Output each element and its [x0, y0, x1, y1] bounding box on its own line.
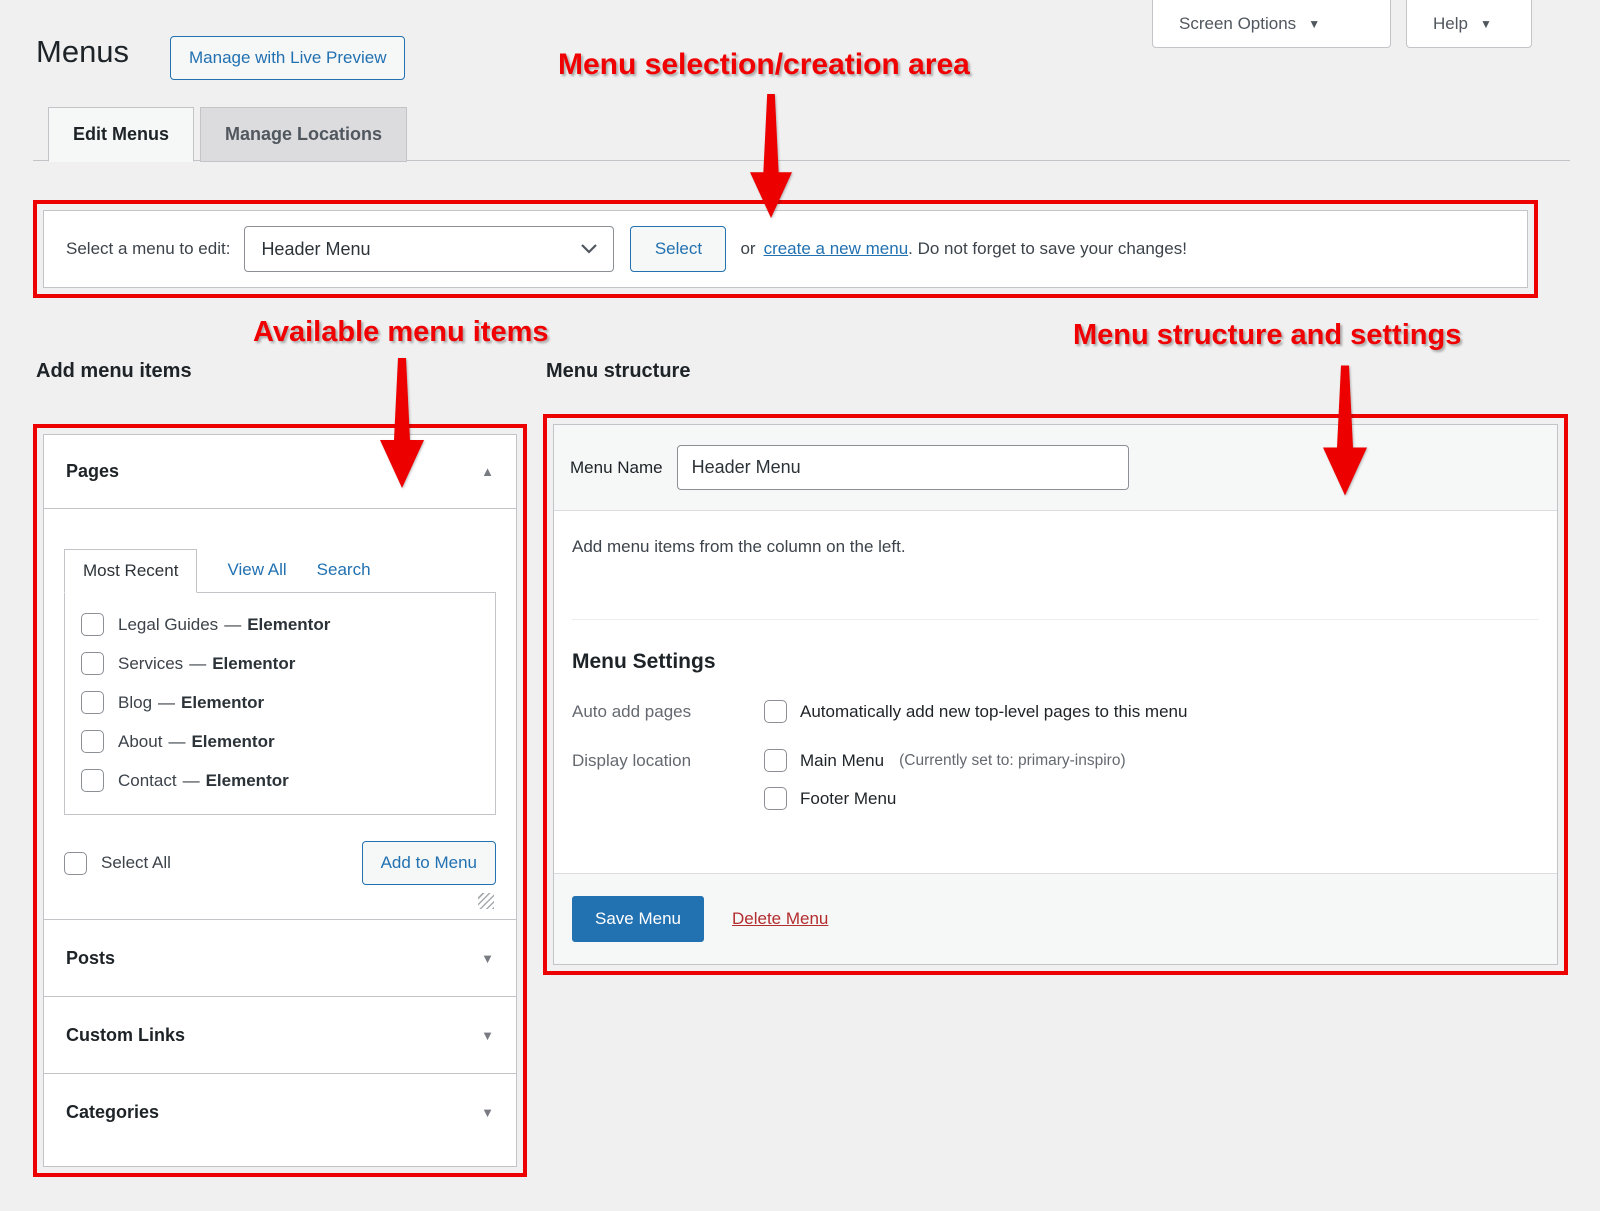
accordion-posts-header[interactable]: Posts ▼ — [66, 947, 494, 968]
annotation-arrow-down-icon — [380, 356, 424, 490]
add-menu-items-panel — [43, 434, 517, 1167]
accordion-custom-links-header[interactable]: Custom Links ▼ — [66, 1024, 494, 1045]
or-text: or — [740, 239, 756, 258]
tab-view-all[interactable]: View All — [227, 560, 287, 579]
tab-manage-locations[interactable]: Manage Locations — [200, 107, 407, 162]
add-to-menu-button[interactable]: Add to Menu — [362, 841, 496, 885]
menu-name-label: Menu Name — [570, 457, 663, 477]
menu-name-input[interactable] — [677, 445, 1129, 490]
annotation-box-available-items — [33, 424, 527, 1177]
manage-live-preview-button[interactable]: Manage with Live Preview — [170, 36, 405, 80]
display-location-row — [572, 749, 1539, 810]
nav-tabs — [48, 107, 407, 162]
page-item-legal-guides[interactable]: Legal Guides — Elementor — [81, 613, 479, 636]
page-item-about[interactable]: About — Elementor — [81, 730, 479, 753]
page-title: Menus — [36, 34, 130, 69]
menu-structure-body — [554, 511, 1557, 873]
menu-settings-heading: Menu Settings — [572, 650, 716, 673]
pages-tabs — [64, 549, 496, 592]
checkbox[interactable] — [81, 652, 104, 675]
checkbox[interactable] — [81, 730, 104, 753]
menu-select-bar — [43, 210, 1528, 288]
auto-add-pages-label: Auto add pages — [572, 702, 692, 721]
annotation-arrow-down-icon — [1323, 364, 1367, 497]
checkbox[interactable] — [764, 749, 787, 772]
annotation-structure-settings: Menu structure and settings — [1073, 319, 1462, 351]
pages-checklist — [64, 592, 496, 815]
select-menu-label: Select a menu to edit: — [66, 239, 231, 258]
annotation-arrow-down-icon — [748, 94, 794, 218]
display-location-label: Display location — [572, 751, 692, 770]
checkbox[interactable] — [81, 691, 104, 714]
select-all-control[interactable]: Select All — [64, 852, 171, 875]
save-reminder-text: . Do not forget to save your changes! — [908, 239, 1187, 258]
chevron-down-icon: ▼ — [1308, 16, 1321, 31]
location-footer-menu-control[interactable]: Footer Menu — [764, 787, 1126, 810]
page-item-services[interactable]: Services — Elementor — [81, 652, 479, 675]
tab-search[interactable]: Search — [316, 560, 371, 579]
resize-handle[interactable] — [478, 893, 494, 909]
menu-dropdown-value: Header Menu — [261, 238, 371, 259]
annotation-available-items: Available menu items — [253, 316, 549, 348]
checkbox[interactable] — [81, 769, 104, 792]
menu-structure-panel — [553, 424, 1558, 965]
page-item-blog[interactable]: Blog — Elementor — [81, 691, 479, 714]
save-menu-button[interactable]: Save Menu — [572, 896, 704, 942]
chevron-down-icon: ▼ — [1479, 16, 1492, 31]
add-menu-items-heading: Add menu items — [36, 360, 192, 382]
location-main-menu-control[interactable]: Main Menu (Currently set to: primary-inspiro) — [764, 749, 1126, 772]
tab-most-recent[interactable]: Most Recent — [64, 549, 197, 593]
auto-add-pages-row — [572, 700, 1539, 723]
delete-menu-link[interactable]: Delete Menu — [732, 909, 829, 928]
select-menu-button[interactable]: Select — [630, 226, 726, 272]
accordion-pages-header[interactable]: Pages ▲ — [66, 461, 494, 481]
expand-arrow-icon: ▼ — [481, 1027, 494, 1043]
pages-footer — [64, 841, 496, 885]
checkbox[interactable] — [764, 787, 787, 810]
empty-menu-hint: Add menu items from the column on the left. — [572, 537, 906, 556]
checkbox[interactable] — [764, 700, 787, 723]
expand-arrow-icon: ▼ — [481, 950, 494, 966]
accordion-categories-header[interactable]: Categories ▼ — [66, 1101, 494, 1122]
menu-name-bar — [554, 425, 1557, 511]
menu-structure-heading: Menu structure — [546, 360, 691, 382]
divider — [572, 619, 1539, 620]
checkbox[interactable] — [81, 613, 104, 636]
screen-options-button[interactable]: Screen Options ▼ — [1152, 0, 1391, 48]
create-new-menu-link[interactable]: create a new menu — [763, 239, 909, 258]
page-item-contact[interactable]: Contact — Elementor — [81, 769, 479, 792]
checkbox[interactable] — [64, 852, 87, 875]
help-button[interactable]: Help ▼ — [1406, 0, 1532, 48]
annotation-selection-area: Menu selection/creation area — [558, 48, 970, 81]
menu-dropdown[interactable] — [244, 226, 614, 272]
expand-arrow-icon: ▼ — [481, 1104, 494, 1120]
collapse-arrow-icon: ▲ — [481, 464, 494, 479]
location-note: (Currently set to: primary-inspiro) — [899, 751, 1126, 769]
pages-panel-body — [44, 509, 516, 919]
annotation-box-menu-structure — [543, 414, 1568, 975]
chevron-down-icon — [581, 244, 597, 254]
tab-edit-menus[interactable]: Edit Menus — [48, 107, 194, 162]
menu-structure-footer — [554, 873, 1557, 964]
auto-add-pages-control[interactable]: Automatically add new top-level pages to this menu — [764, 700, 1187, 723]
